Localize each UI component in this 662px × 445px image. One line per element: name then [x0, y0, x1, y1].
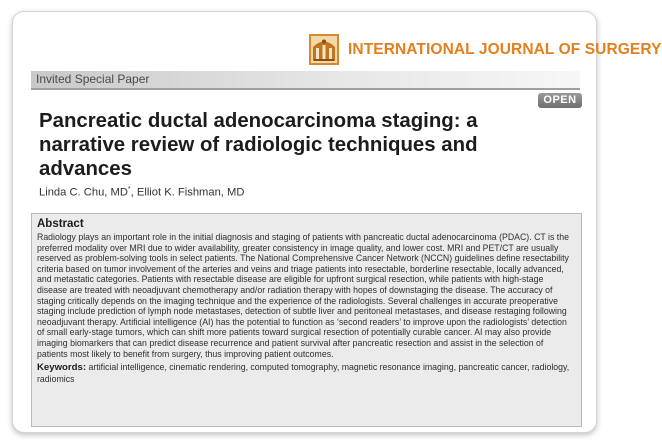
abstract-box [31, 213, 582, 427]
keywords-list: artificial intelligence, cinematic rendering, computed tomography, magnetic resonance imaging, pancreatic cancer, radiology, radiomics [37, 362, 570, 384]
journal-emblem-icon [309, 34, 339, 65]
keywords [37, 362, 574, 384]
paper-page [12, 11, 662, 433]
keywords-label: Keywords: [37, 362, 87, 374]
journal-name[interactable]: INTERNATIONAL JOURNAL OF SURGERY [348, 40, 662, 58]
author-chu[interactable]: Linda C. Chu, MD [39, 186, 128, 199]
open-access-badge[interactable]: OPEN [538, 93, 582, 108]
abstract-heading: Abstract [37, 218, 84, 230]
journal-header [309, 34, 662, 65]
author-separator: , [130, 186, 137, 199]
abstract-text: Radiology plays an important role in the initial diagnosis and staging of patients with pancreatic ductal adenocarcinoma (PDAC). CT is the preferred modality over MRI due to wider availability, greater consistency in image quality, and lower cost. MRI and PET/CT are usually reserved as problem-solving tools in select patients. The National Comprehensive Cancer Network (NCCN) guidelines define resectability criteria based on tumor involvement of the arteries and veins and triage patients into resectable, borderline resectable, locally advanced, and metastatic categories. Patients with resectable disease are eligible for upfront surgical resection, while patients with high-stage disease are treated with neoadjuvant chemotherapy and/or radiation therapy with hopes of downstaging the disease. The accuracy of staging critically depends on the imaging technique and the experience of the radiologists. Several challenges in accurate preoperative staging include prediction of lymph node metastases, detection of subtle liver and peritoneal metastases, and disease restaging following neoadjuvant therapy. Artificial intelligence (AI) has the potential to function as ‘second readers’ to improve upon the radiologists’ detection of small early-stage tumors, which can shift more patients toward surgical resection of potentially curable cancer. AI may also provide imaging biomarkers that can predict disease recurrence and patient survival after pancreatic resection and assist in the selection of patients most likely to benefit from surgery, thus improving patient outcomes. [37, 232, 569, 359]
section-band [31, 71, 580, 90]
article-title: Pancreatic ductal adenocarcinoma staging: a narrative review of radiologic techniques and advances [39, 110, 478, 180]
section-label: Invited Special Paper [36, 72, 150, 86]
author-line [39, 186, 244, 199]
author-fishman[interactable]: Elliot K. Fishman, MD [136, 186, 245, 199]
corresponding-author-mark: * [127, 186, 131, 193]
